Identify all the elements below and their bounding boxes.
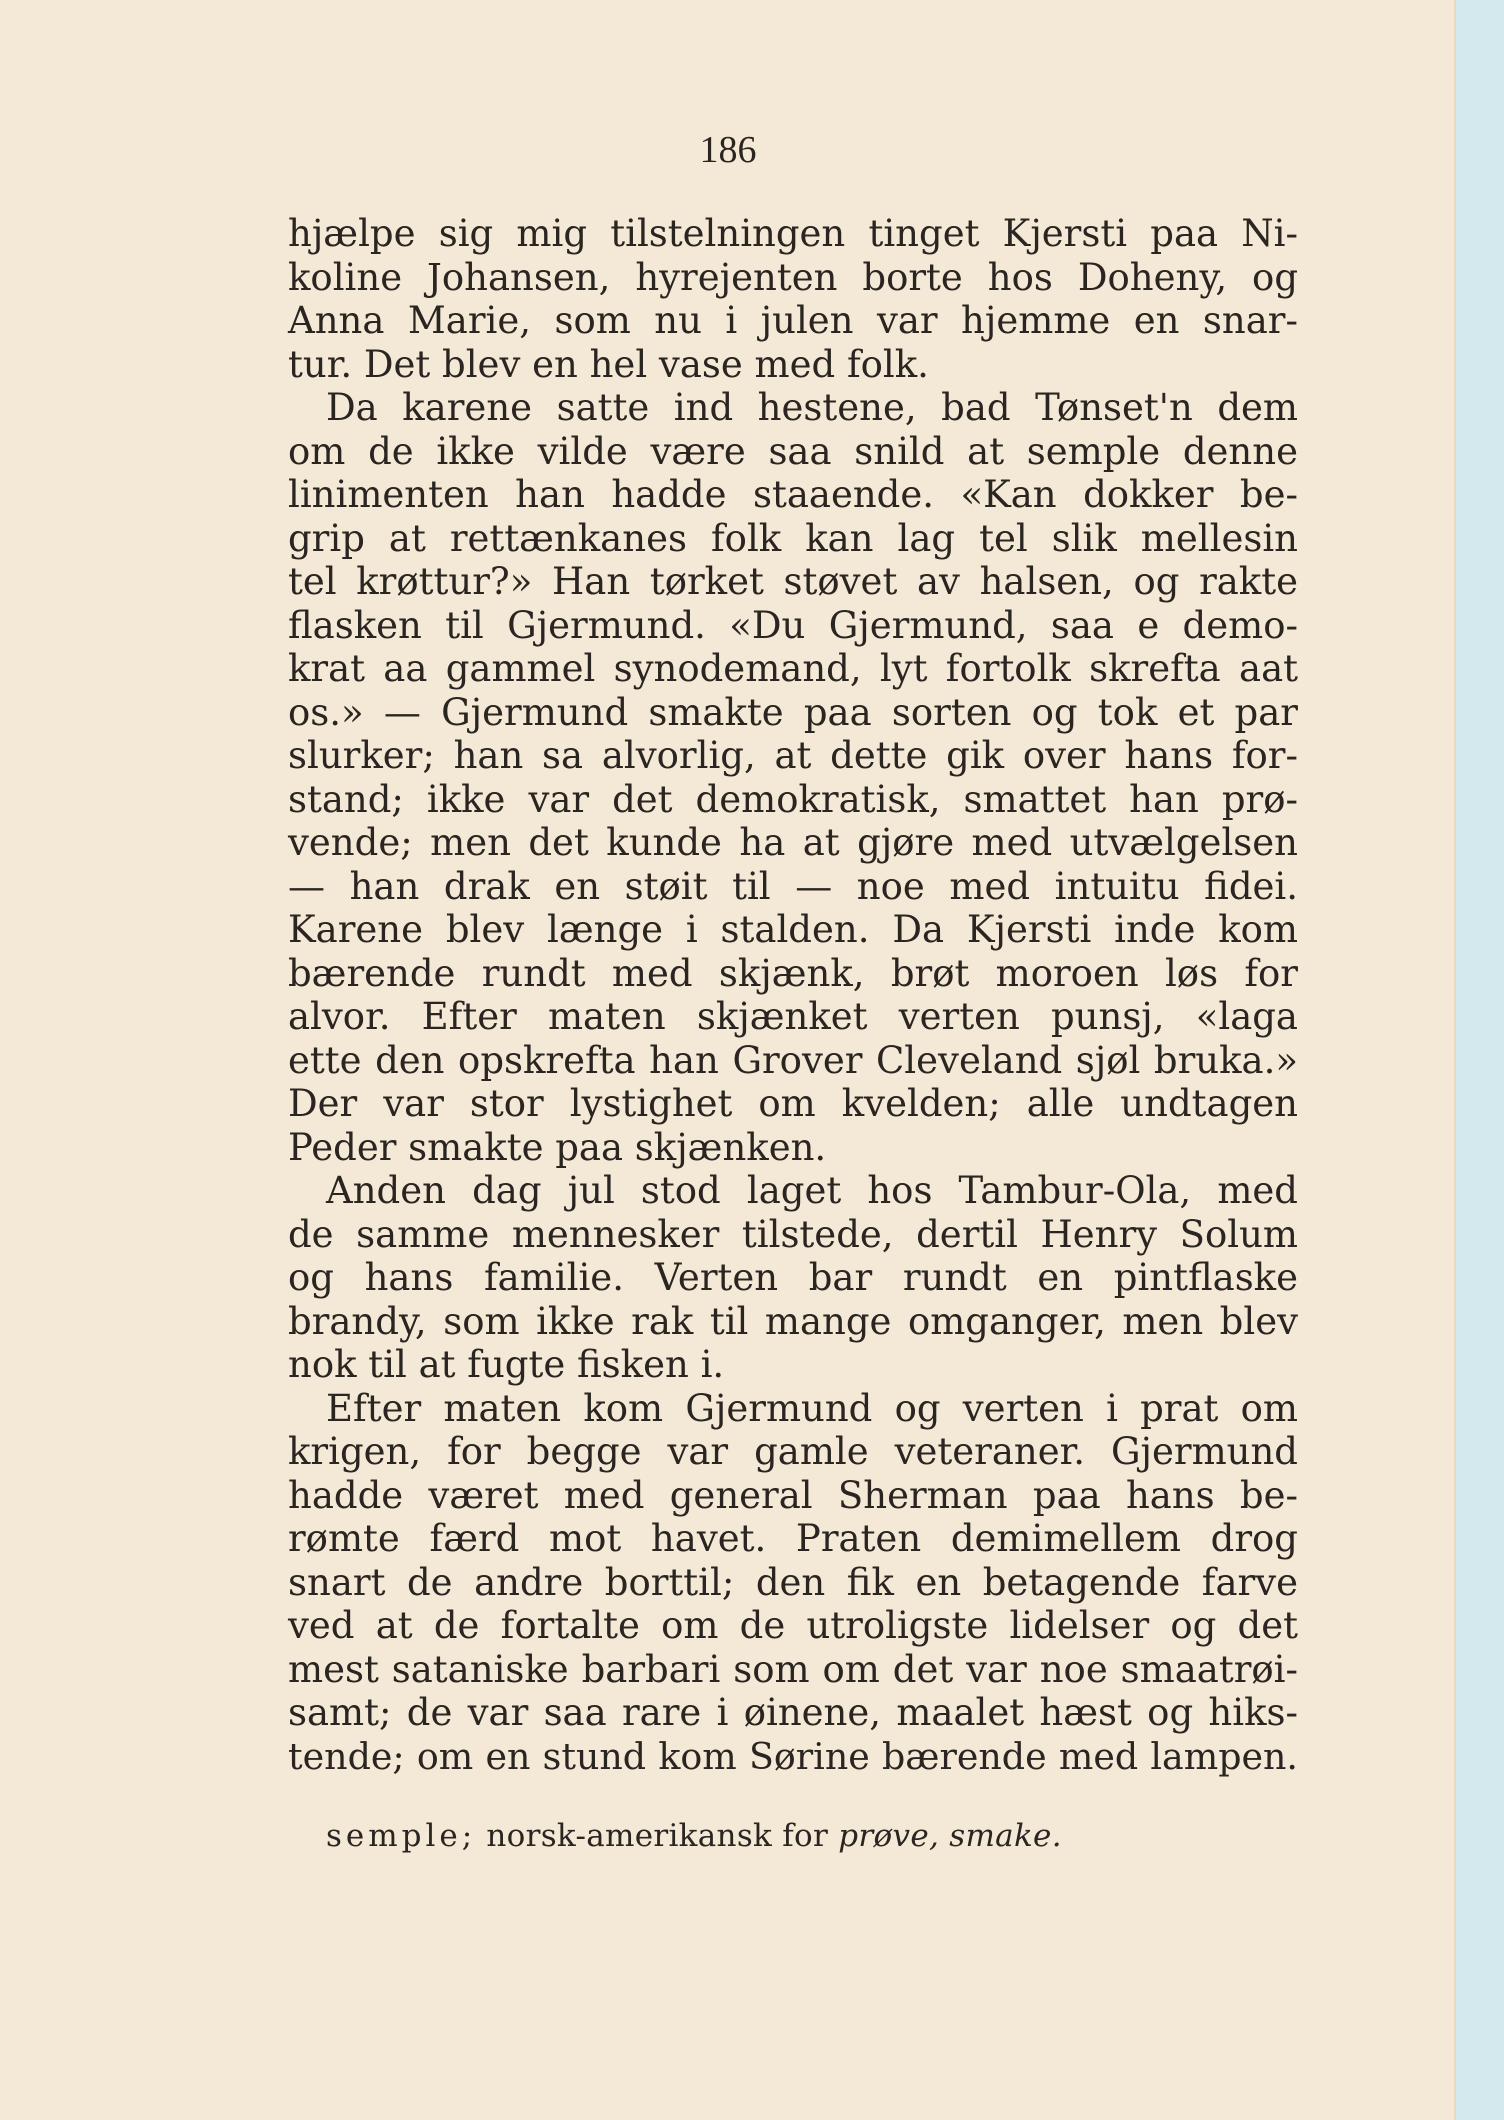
text-line: grip at rettænkanes folk kan lag tel slik mellesin — [288, 516, 1298, 560]
text-line: vende; men det kunde ha at gjøre med utvælgelsen — [288, 821, 1298, 864]
text-line: flasken til Gjermund. «Du Gjermund, saa e demo- — [288, 603, 1298, 647]
text-line: hjælpe sig mig tilstelningen tinget Kjersti paa Ni- — [288, 212, 1298, 255]
footnote-text: norsk-amerikansk for — [476, 1818, 839, 1854]
paragraph-1 — [288, 212, 1298, 386]
text-line: de samme mennesker tilstede, dertil Henry Solum — [288, 1212, 1298, 1256]
paragraph-3 — [288, 1169, 1298, 1387]
text-line: ette den opskrefta han Grover Cleveland sjøl bruka.» — [288, 1038, 1298, 1082]
text-line: bærende rundt med skjænk, brøt moroen løs for — [288, 951, 1298, 995]
text-line: os.» — Gjermund smakte paa sorten og tok et par — [288, 690, 1298, 734]
body-text — [288, 212, 1298, 1778]
text-line: ved at de fortalte om de utroligste lidelser og det — [288, 1604, 1298, 1647]
footnote-term: semple; — [326, 1818, 477, 1854]
footnote-gloss: prøve, smake. — [838, 1818, 1062, 1854]
text-line: slurker; han sa alvorlig, at dette gik over hans for- — [288, 734, 1298, 777]
text-line: Karene blev længe i stalden. Da Kjersti inde kom — [288, 908, 1298, 951]
text-line: tur. Det blev en hel vase med folk. — [288, 342, 929, 386]
text-line: om de ikke vilde være saa snild at semple denne — [288, 429, 1298, 473]
text-line: Efter maten kom Gjermund og verten i prat om — [326, 1386, 1298, 1430]
text-line: stand; ikke var det demokratisk, smattet han prø- — [288, 777, 1298, 821]
footnote — [326, 1818, 1062, 1854]
text-line: brandy, som ikke rak til mange omganger, men blev — [288, 1299, 1298, 1343]
text-line: — han drak en støit til — noe med intuitu fidei. — [288, 864, 1298, 908]
text-line: Der var stor lystighet om kvelden; alle undtagen — [288, 1082, 1298, 1125]
text-line: Anna Marie, som nu i julen var hjemme en snar- — [288, 299, 1298, 342]
text-line: snart de andre borttil; den fik en betagende farve — [288, 1560, 1298, 1604]
text-line: og hans familie. Verten bar rundt en pintflaske — [288, 1256, 1298, 1299]
text-line: tel krøttur?» Han tørket støvet av halsen, og rakte — [288, 560, 1298, 603]
text-line: nok til at fugte fisken i. — [288, 1343, 725, 1386]
text-line: samt; de var saa rare i øinene, maalet hæst og hiks- — [288, 1691, 1298, 1734]
text-line: Peder smakte paa skjænken. — [288, 1125, 827, 1169]
text-line: rømte færd mot havet. Praten demimellem drog — [288, 1517, 1298, 1560]
text-line: koline Johansen, hyrejenten borte hos Doheny, og — [288, 255, 1298, 299]
paragraph-2 — [288, 386, 1298, 1169]
text-line: alvor. Efter maten skjænket verten punsj, «laga — [288, 995, 1298, 1038]
text-line: Da karene satte ind hestene, bad Tønset'n dem — [326, 386, 1298, 429]
text-line: Anden dag jul stod laget hos Tambur-Ola, med — [326, 1169, 1298, 1212]
page-number: 186 — [699, 129, 757, 171]
text-line: krat aa gammel synodemand, lyt fortolk skrefta aat — [288, 647, 1298, 690]
text-line: hadde været med general Sherman paa hans be- — [288, 1473, 1298, 1517]
text-line: tende; om en stund kom Sørine bærende med lampen. — [288, 1734, 1298, 1778]
paragraph-4 — [288, 1387, 1298, 1779]
text-line: linimenten han hadde staaende. «Kan dokker be- — [288, 473, 1298, 516]
text-line: mest sataniske barbari som om det var noe smaatrøi- — [288, 1647, 1298, 1691]
text-line: krigen, for begge var gamle veteraner. Gjermund — [288, 1430, 1298, 1473]
